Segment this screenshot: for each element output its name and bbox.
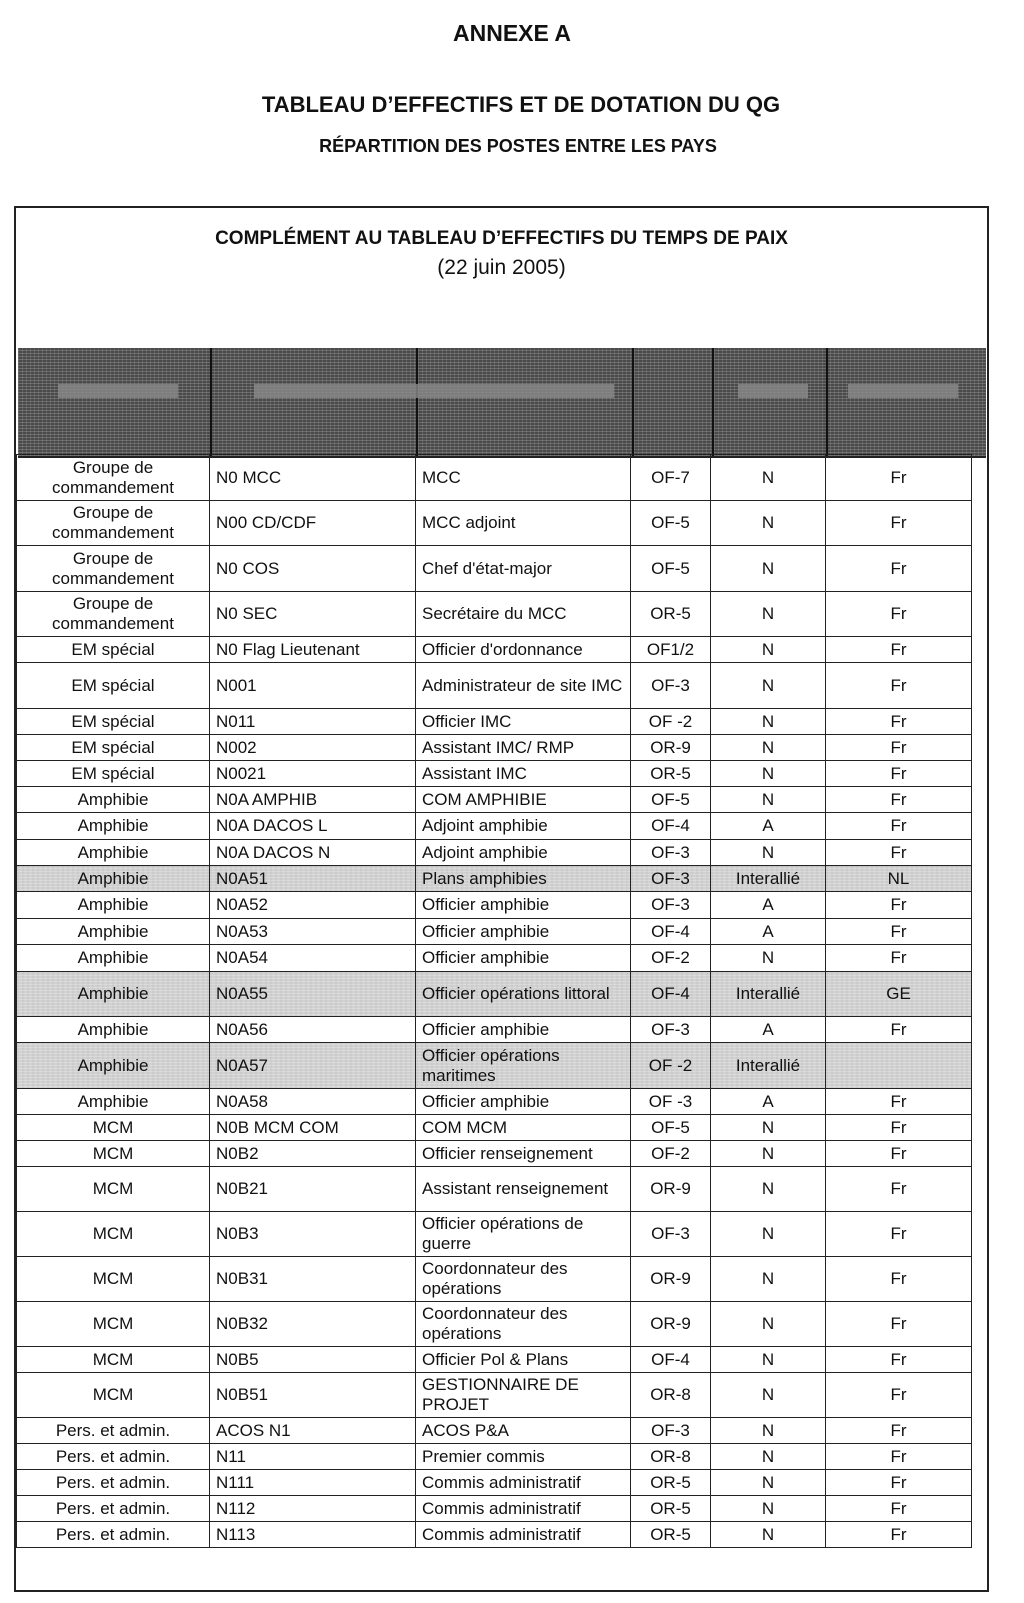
- status-cell: A: [711, 919, 826, 945]
- position-code-cell: N0A52: [210, 892, 416, 919]
- rank-cell: OF-4: [631, 813, 711, 840]
- rank-cell: OF-4: [631, 972, 711, 1017]
- status-cell: A: [711, 813, 826, 840]
- table-row: [17, 735, 972, 761]
- table-row: [17, 1418, 972, 1444]
- nation-cell: Fr: [826, 501, 972, 546]
- table-row: [17, 1257, 972, 1302]
- division-cell: Groupe de commandement: [17, 546, 210, 592]
- position-code-cell: N0B5: [210, 1347, 416, 1373]
- division-cell: EM spécial: [17, 637, 210, 663]
- position-code-cell: N0 Flag Lieutenant: [210, 637, 416, 663]
- division-cell: MCM: [17, 1347, 210, 1373]
- division-cell: Pers. et admin.: [17, 1470, 210, 1496]
- status-cell: N: [711, 709, 826, 735]
- division-cell: Amphibie: [17, 866, 210, 892]
- nation-cell: Fr: [826, 1115, 972, 1141]
- rank-cell: OF -3: [631, 1089, 711, 1115]
- position-code-cell: N0A53: [210, 919, 416, 945]
- header-divider: [712, 348, 714, 456]
- post-title-cell: Officier IMC: [416, 709, 631, 735]
- illegible-header-text: [848, 384, 958, 398]
- nation-cell: Fr: [826, 945, 972, 972]
- post-title-cell: Officier amphibie: [416, 1017, 631, 1043]
- rank-cell: OF-3: [631, 866, 711, 892]
- post-title-cell: Administrateur de site IMC: [416, 663, 631, 709]
- post-title-cell: Coordonnateur des opérations: [416, 1257, 631, 1302]
- division-cell: Groupe de commandement: [17, 455, 210, 501]
- nation-cell: Fr: [826, 840, 972, 866]
- table-row: [17, 1167, 972, 1212]
- header-divider: [826, 348, 828, 456]
- post-title-cell: Commis administratif: [416, 1496, 631, 1522]
- rank-cell: OF-3: [631, 1212, 711, 1257]
- nation-cell: Fr: [826, 1212, 972, 1257]
- rank-cell: OR-5: [631, 1470, 711, 1496]
- table-row: [17, 546, 972, 592]
- header-divider: [416, 348, 418, 456]
- nation-cell: Fr: [826, 455, 972, 501]
- post-title-cell: Officier opérations de guerre: [416, 1212, 631, 1257]
- status-cell: A: [711, 892, 826, 919]
- table-row: [17, 1141, 972, 1167]
- nation-cell: GE: [826, 972, 972, 1017]
- post-title-cell: Officier Pol & Plans: [416, 1347, 631, 1373]
- position-code-cell: N0 SEC: [210, 592, 416, 637]
- post-title-cell: Chef d'état-major: [416, 546, 631, 592]
- status-cell: N: [711, 761, 826, 787]
- position-code-cell: N011: [210, 709, 416, 735]
- division-cell: EM spécial: [17, 709, 210, 735]
- table-row: [17, 592, 972, 637]
- rank-cell: OR-5: [631, 1496, 711, 1522]
- nation-cell: Fr: [826, 1373, 972, 1418]
- post-title-cell: Officier opérations maritimes: [416, 1043, 631, 1089]
- position-code-cell: N111: [210, 1470, 416, 1496]
- rank-cell: OR-5: [631, 1522, 711, 1548]
- illegible-header-text: [254, 384, 614, 398]
- post-title-cell: Adjoint amphibie: [416, 813, 631, 840]
- table-row: [17, 1302, 972, 1347]
- division-cell: Amphibie: [17, 892, 210, 919]
- status-cell: N: [711, 1347, 826, 1373]
- post-title-cell: Officier opérations littoral: [416, 972, 631, 1017]
- post-title-cell: GESTIONNAIRE DE PROJET: [416, 1373, 631, 1418]
- division-cell: Amphibie: [17, 1017, 210, 1043]
- nation-cell: Fr: [826, 1470, 972, 1496]
- table-row: [17, 972, 972, 1017]
- nation-cell: NL: [826, 866, 972, 892]
- nation-cell: Fr: [826, 1167, 972, 1212]
- status-cell: N: [711, 1373, 826, 1418]
- nation-cell: Fr: [826, 1141, 972, 1167]
- nation-cell: Fr: [826, 813, 972, 840]
- position-code-cell: N0A57: [210, 1043, 416, 1089]
- nation-cell: Fr: [826, 1017, 972, 1043]
- table-row: [17, 1212, 972, 1257]
- post-title-cell: Officier amphibie: [416, 892, 631, 919]
- division-cell: EM spécial: [17, 663, 210, 709]
- post-title-cell: Officier amphibie: [416, 919, 631, 945]
- position-code-cell: N0B31: [210, 1257, 416, 1302]
- table-row: [17, 501, 972, 546]
- header-divider: [632, 348, 634, 456]
- nation-cell: Fr: [826, 1496, 972, 1522]
- table-row: [17, 1089, 972, 1115]
- division-cell: Amphibie: [17, 1043, 210, 1089]
- table-row: [17, 1470, 972, 1496]
- nation-cell: Fr: [826, 1089, 972, 1115]
- division-cell: Amphibie: [17, 972, 210, 1017]
- table-row: [17, 455, 972, 501]
- status-cell: Interallié: [711, 866, 826, 892]
- division-cell: Amphibie: [17, 1089, 210, 1115]
- status-cell: N: [711, 1444, 826, 1470]
- nation-cell: Fr: [826, 1302, 972, 1347]
- status-cell: N: [711, 1257, 826, 1302]
- nation-cell: Fr: [826, 787, 972, 813]
- annex-heading: ANNEXE A: [453, 20, 571, 46]
- nation-cell: Fr: [826, 1257, 972, 1302]
- illegible-header-text: [738, 384, 808, 398]
- status-cell: N: [711, 1522, 826, 1548]
- position-code-cell: N0A AMPHIB: [210, 787, 416, 813]
- position-code-cell: N0A58: [210, 1089, 416, 1115]
- status-cell: N: [711, 637, 826, 663]
- status-cell: N: [711, 1212, 826, 1257]
- nation-cell: Fr: [826, 663, 972, 709]
- post-title-cell: Commis administratif: [416, 1470, 631, 1496]
- post-title-cell: Assistant renseignement: [416, 1167, 631, 1212]
- position-code-cell: N0A56: [210, 1017, 416, 1043]
- position-code-cell: N0B MCM COM: [210, 1115, 416, 1141]
- nation-cell: [826, 1043, 972, 1089]
- rank-cell: OR-8: [631, 1444, 711, 1470]
- rank-cell: OF-5: [631, 787, 711, 813]
- rank-cell: OR-5: [631, 761, 711, 787]
- division-cell: Amphibie: [17, 919, 210, 945]
- rank-cell: OF-5: [631, 501, 711, 546]
- table-row: [17, 866, 972, 892]
- status-cell: N: [711, 546, 826, 592]
- table-row: [17, 637, 972, 663]
- post-title-cell: ACOS P&A: [416, 1418, 631, 1444]
- table-row: [17, 1347, 972, 1373]
- position-code-cell: N0 COS: [210, 546, 416, 592]
- division-cell: Pers. et admin.: [17, 1444, 210, 1470]
- table-row: [17, 1373, 972, 1418]
- document-title: TABLEAU D’EFFECTIFS ET DE DOTATION DU QG: [261, 92, 781, 117]
- post-title-cell: Premier commis: [416, 1444, 631, 1470]
- division-cell: MCM: [17, 1373, 210, 1418]
- division-cell: EM spécial: [17, 735, 210, 761]
- rank-cell: OF-5: [631, 546, 711, 592]
- nation-cell: Fr: [826, 892, 972, 919]
- post-title-cell: Plans amphibies: [416, 866, 631, 892]
- division-cell: Groupe de commandement: [17, 501, 210, 546]
- rank-cell: OF-3: [631, 1418, 711, 1444]
- division-cell: Pers. et admin.: [17, 1418, 210, 1444]
- table-row: [17, 945, 972, 972]
- position-code-cell: N0A51: [210, 866, 416, 892]
- status-cell: N: [711, 1418, 826, 1444]
- position-code-cell: N0A54: [210, 945, 416, 972]
- status-cell: A: [711, 1089, 826, 1115]
- status-cell: N: [711, 455, 826, 501]
- rank-cell: OF-2: [631, 1141, 711, 1167]
- rank-cell: OF-5: [631, 1115, 711, 1141]
- position-code-cell: N11: [210, 1444, 416, 1470]
- table-row: [17, 1496, 972, 1522]
- nation-cell: Fr: [826, 761, 972, 787]
- division-cell: Amphibie: [17, 840, 210, 866]
- nation-cell: Fr: [826, 1347, 972, 1373]
- position-code-cell: N0A DACOS N: [210, 840, 416, 866]
- illegible-header-text: [58, 384, 178, 398]
- position-code-cell: ACOS N1: [210, 1418, 416, 1444]
- column-header-band: [18, 348, 986, 458]
- division-cell: EM spécial: [17, 761, 210, 787]
- nation-cell: Fr: [826, 1522, 972, 1548]
- rank-cell: OF-3: [631, 1017, 711, 1043]
- status-cell: N: [711, 945, 826, 972]
- division-cell: Amphibie: [17, 787, 210, 813]
- position-code-cell: N0A55: [210, 972, 416, 1017]
- division-cell: Amphibie: [17, 945, 210, 972]
- rank-cell: OR-9: [631, 1167, 711, 1212]
- document-subtitle: RÉPARTITION DES POSTES ENTRE LES PAYS: [319, 136, 717, 156]
- table-row: [17, 761, 972, 787]
- position-code-cell: N113: [210, 1522, 416, 1548]
- rank-cell: OR-9: [631, 1302, 711, 1347]
- position-code-cell: N001: [210, 663, 416, 709]
- position-code-cell: N0A DACOS L: [210, 813, 416, 840]
- status-cell: N: [711, 1141, 826, 1167]
- position-code-cell: N0B3: [210, 1212, 416, 1257]
- table-row: [17, 919, 972, 945]
- post-title-cell: Assistant IMC: [416, 761, 631, 787]
- status-cell: N: [711, 1115, 826, 1141]
- nation-cell: Fr: [826, 1444, 972, 1470]
- rank-cell: OF-4: [631, 919, 711, 945]
- post-title-cell: Officier amphibie: [416, 945, 631, 972]
- post-title-cell: Coordonnateur des opérations: [416, 1302, 631, 1347]
- position-code-cell: N0B32: [210, 1302, 416, 1347]
- rank-cell: OF1/2: [631, 637, 711, 663]
- table-row: [17, 1444, 972, 1470]
- status-cell: N: [711, 787, 826, 813]
- rank-cell: OR-8: [631, 1373, 711, 1418]
- position-code-cell: N0B21: [210, 1167, 416, 1212]
- nation-cell: Fr: [826, 592, 972, 637]
- division-cell: Pers. et admin.: [17, 1522, 210, 1548]
- rank-cell: OF-7: [631, 455, 711, 501]
- rank-cell: OF-4: [631, 1347, 711, 1373]
- position-code-cell: N0B2: [210, 1141, 416, 1167]
- staffing-table-body: [17, 455, 972, 1548]
- table-row: [17, 1522, 972, 1548]
- division-cell: Amphibie: [17, 813, 210, 840]
- post-title-cell: COM AMPHIBIE: [416, 787, 631, 813]
- status-cell: Interallié: [711, 972, 826, 1017]
- rank-cell: OF -2: [631, 1043, 711, 1089]
- status-cell: N: [711, 1167, 826, 1212]
- status-cell: N: [711, 663, 826, 709]
- division-cell: MCM: [17, 1115, 210, 1141]
- rank-cell: OR-9: [631, 735, 711, 761]
- division-cell: Pers. et admin.: [17, 1496, 210, 1522]
- status-cell: N: [711, 1302, 826, 1347]
- rank-cell: OF-2: [631, 945, 711, 972]
- table-row: [17, 663, 972, 709]
- position-code-cell: N0B51: [210, 1373, 416, 1418]
- nation-cell: Fr: [826, 735, 972, 761]
- position-code-cell: N0021: [210, 761, 416, 787]
- division-cell: MCM: [17, 1141, 210, 1167]
- status-cell: Interallié: [711, 1043, 826, 1089]
- post-title-cell: Secrétaire du MCC: [416, 592, 631, 637]
- rank-cell: OF -2: [631, 709, 711, 735]
- post-title-cell: Officier amphibie: [416, 1089, 631, 1115]
- header-divider: [210, 348, 212, 456]
- post-title-cell: COM MCM: [416, 1115, 631, 1141]
- post-title-cell: Assistant IMC/ RMP: [416, 735, 631, 761]
- table-row: [17, 892, 972, 919]
- table-title: COMPLÉMENT AU TABLEAU D’EFFECTIFS DU TEMPS DE PAIX: [215, 228, 788, 249]
- division-cell: Groupe de commandement: [17, 592, 210, 637]
- post-title-cell: MCC: [416, 455, 631, 501]
- table-row: [17, 840, 972, 866]
- division-cell: MCM: [17, 1257, 210, 1302]
- position-code-cell: N00 CD/CDF: [210, 501, 416, 546]
- rank-cell: OF-3: [631, 663, 711, 709]
- rank-cell: OR-5: [631, 592, 711, 637]
- post-title-cell: Officier renseignement: [416, 1141, 631, 1167]
- status-cell: N: [711, 735, 826, 761]
- position-code-cell: N112: [210, 1496, 416, 1522]
- nation-cell: Fr: [826, 919, 972, 945]
- staffing-table: [16, 454, 972, 1548]
- rank-cell: OR-9: [631, 1257, 711, 1302]
- table-row: [17, 1043, 972, 1089]
- post-title-cell: Officier d'ordonnance: [416, 637, 631, 663]
- post-title-cell: MCC adjoint: [416, 501, 631, 546]
- post-title-cell: Adjoint amphibie: [416, 840, 631, 866]
- nation-cell: Fr: [826, 709, 972, 735]
- rank-cell: OF-3: [631, 840, 711, 866]
- status-cell: N: [711, 592, 826, 637]
- table-row: [17, 1017, 972, 1043]
- table-row: [17, 787, 972, 813]
- position-code-cell: N0 MCC: [210, 455, 416, 501]
- nation-cell: Fr: [826, 1418, 972, 1444]
- nation-cell: Fr: [826, 637, 972, 663]
- post-title-cell: Commis administratif: [416, 1522, 631, 1548]
- table-date: (22 juin 2005): [437, 256, 566, 279]
- table-row: [17, 709, 972, 735]
- division-cell: MCM: [17, 1302, 210, 1347]
- nation-cell: Fr: [826, 546, 972, 592]
- division-cell: MCM: [17, 1212, 210, 1257]
- rank-cell: OF-3: [631, 892, 711, 919]
- table-row: [17, 813, 972, 840]
- status-cell: N: [711, 1470, 826, 1496]
- table-row: [17, 1115, 972, 1141]
- position-code-cell: N002: [210, 735, 416, 761]
- division-cell: MCM: [17, 1167, 210, 1212]
- status-cell: N: [711, 840, 826, 866]
- status-cell: N: [711, 1496, 826, 1522]
- status-cell: A: [711, 1017, 826, 1043]
- status-cell: N: [711, 501, 826, 546]
